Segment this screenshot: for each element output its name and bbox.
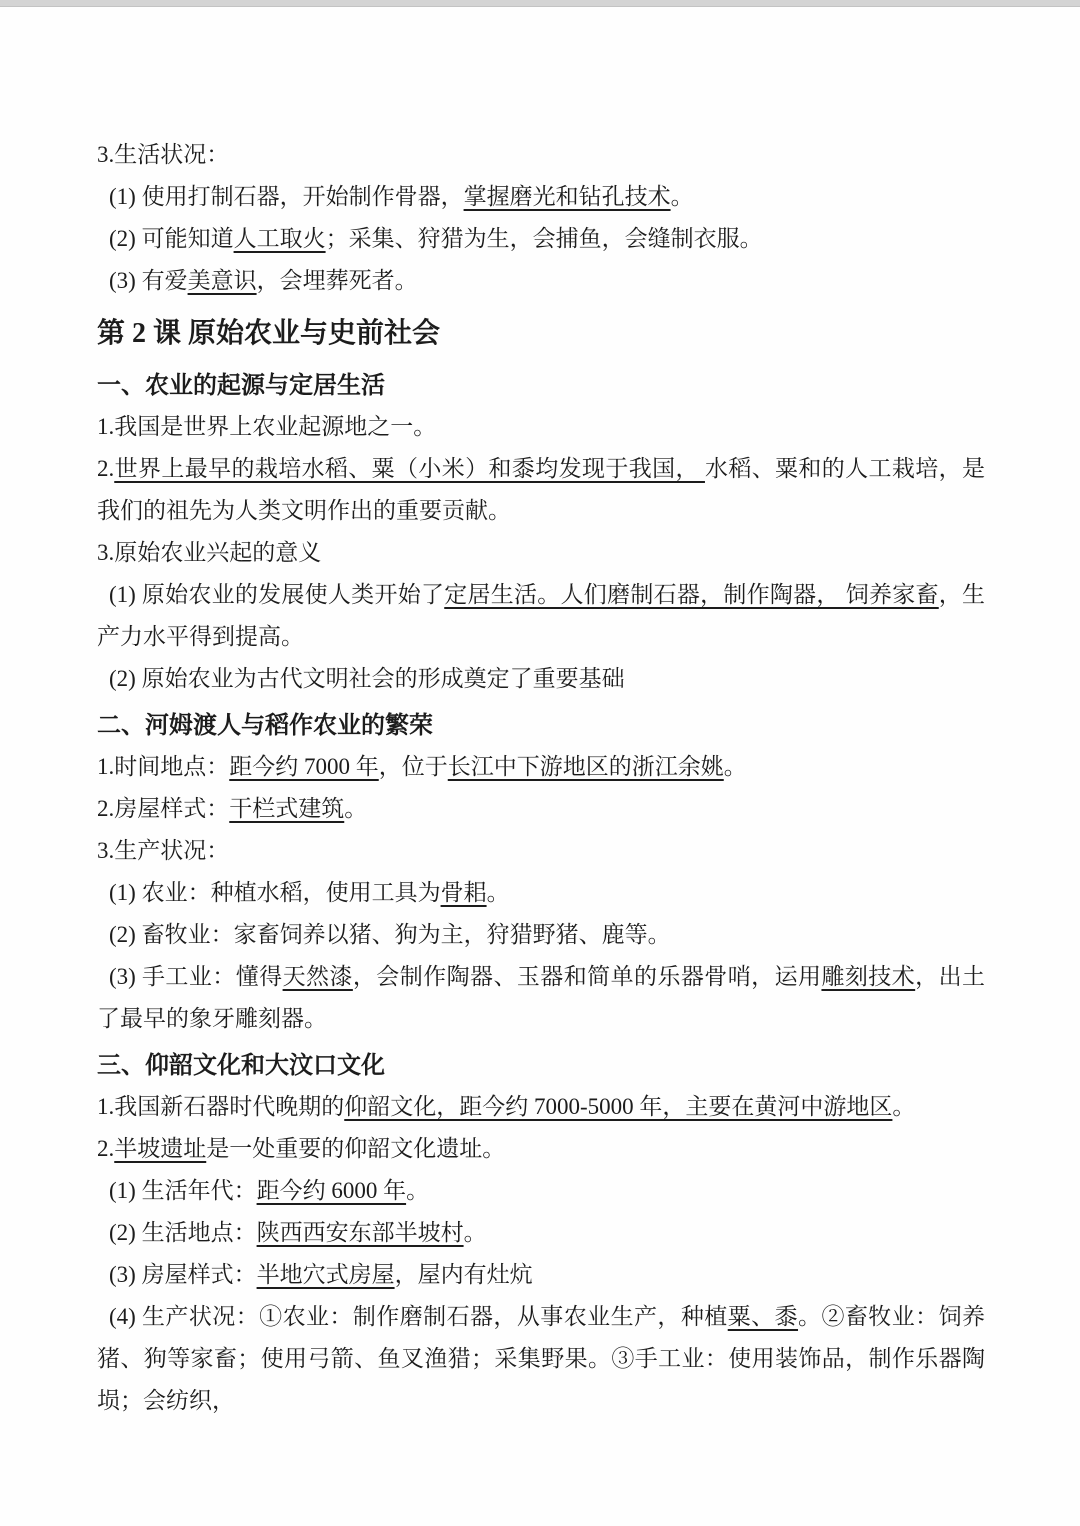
underlined-text: 骨耜 [440,880,487,905]
section-3-point-2 [97,1128,985,1170]
underlined-text: 粟、黍 [727,1304,799,1329]
text-run: (3) 手工业：懂得 [109,964,283,989]
text-run: (2) 原始农业为古代文明社会的形成奠定了重要基础 [109,666,625,691]
text-run: 。②畜牧业：饲养猪、狗等家畜；使用弓箭、鱼叉渔猎；采集野果。③手工业：使用装饰品，制作乐器陶埙；会纺织， [97,1304,986,1413]
life-conditions-item-2 [97,218,985,260]
text-run: ；采集、狩猎为生，会捕鱼，会缝制衣服。 [325,226,763,251]
underlined-text: 掌握磨光和钻孔技术 [463,184,671,209]
text-run: 2. [97,456,115,481]
section-1-point-3-item-2 [97,658,985,700]
life-conditions-item-3 [97,260,985,302]
section-3-point-2-item-3 [97,1254,985,1296]
underlined-text: 定居生活。人们磨制石器，制作陶器， 饲养家畜 [444,582,939,607]
text-run: ，位于 [378,754,448,779]
text-run: 3.原始农业兴起的意义 [97,540,322,565]
text-run: 。 [344,796,368,821]
text-run: (1) 使用打制石器，开始制作骨器， [109,184,464,209]
section-1-point-3-item-1 [97,574,985,658]
section-2-point-1 [97,746,985,788]
text-run: 。 [892,1094,916,1119]
section-2-point-2 [97,788,985,830]
underlined-text: 半地穴式房屋 [256,1262,395,1287]
underlined-text: 距今约 6000 年 [256,1178,407,1203]
underlined-text: 仰韶文化，距今约 7000-5000 年，主要在黄河中游地区 [344,1094,893,1119]
section-3-point-1 [97,1086,985,1128]
text-run: (1) 生活年代： [109,1178,257,1203]
life-conditions-heading [97,134,985,176]
text-run: 。 [486,880,510,905]
section-3-point-2-item-4 [97,1296,985,1422]
section-1-point-2 [97,448,985,532]
text-run: (1) 原始农业的发展使人类开始了 [109,582,445,607]
text-run: 水稻、粟和的人工栽培，是我们的祖先为人类文明作出的重要贡献。 [97,456,986,523]
section-1-point-1 [97,406,985,448]
section-2-point-3 [97,830,985,872]
text-run: ，出土了最早的象牙雕刻器。 [97,964,986,1031]
text-run: (4) 生产状况：①农业：制作磨制石器，从事农业生产，种植 [109,1304,728,1329]
page-top-edge [0,0,1080,7]
text-run: 1.我国是世界上农业起源地之一。 [97,414,437,439]
text-run: 3.生产状况： [97,838,230,863]
underlined-text: 干栏式建筑 [229,796,345,821]
section-3-point-2-item-1 [97,1170,985,1212]
text-run: 二、河姆渡人与稻作农业的繁荣 [97,713,433,739]
section-3-point-2-item-2 [97,1212,985,1254]
lesson-title [97,308,985,360]
underlined-text: 陕西西安东部半坡村 [256,1220,464,1245]
text-run: 2. [97,1136,115,1161]
underlined-text: 世界上最早的栽培水稻、粟（小米）和黍均发现于我国， [114,456,705,481]
text-run: 3.生活状况： [97,142,230,167]
underlined-text: 人工取火 [233,226,326,251]
section-1-heading [97,366,985,406]
text-run: 。 [463,1220,487,1245]
text-run: (2) 生活地点： [109,1220,257,1245]
text-run: 三、仰韶文化和大汶口文化 [97,1053,385,1079]
text-run: 第 2 课 原始农业与史前社会 [97,318,441,349]
section-1-point-3 [97,532,985,574]
text-run: 2.房屋样式： [97,796,230,821]
underlined-text: 长江中下游地区的浙江余姚 [447,754,724,779]
text-run: (1) 农业：种植水稻，使用工具为 [109,880,441,905]
text-run: (3) 有爱 [109,268,188,293]
section-2-point-3-item-2 [97,914,985,956]
section-3-heading [97,1046,985,1086]
life-conditions-item-1 [97,176,985,218]
underlined-text: 雕刻技术 [821,964,916,989]
text-run: 是一处重要的仰韶文化遗址。 [206,1136,506,1161]
text-run: ，会埋葬死者。 [256,268,418,293]
underlined-text: 距今约 7000 年 [229,754,379,779]
text-run: (3) 房屋样式： [109,1262,257,1287]
text-run: ，会制作陶器、玉器和简单的乐器骨哨，运用 [352,964,822,989]
underlined-text: 半坡遗址 [114,1136,207,1161]
section-2-point-3-item-1 [97,872,985,914]
text-run: 1.我国新石器时代晚期的 [97,1094,345,1119]
text-run: ，生产力水平得到提高。 [97,582,986,649]
text-run: 一、农业的起源与定居生活 [97,373,385,399]
text-run: ，屋内有灶炕 [394,1262,533,1287]
underlined-text: 天然漆 [282,964,353,989]
text-run: 。 [670,184,694,209]
text-run: (2) 畜牧业：家畜饲养以猪、狗为主，狩猎野猪、鹿等。 [109,922,671,947]
document-body [0,7,1080,1422]
text-run: (2) 可能知道 [109,226,234,251]
section-2-heading [97,706,985,746]
underlined-text: 美意识 [187,268,257,293]
text-run: 1.时间地点： [97,754,230,779]
text-run: 。 [406,1178,430,1203]
text-run: 。 [723,754,747,779]
section-2-point-3-item-3 [97,956,985,1040]
